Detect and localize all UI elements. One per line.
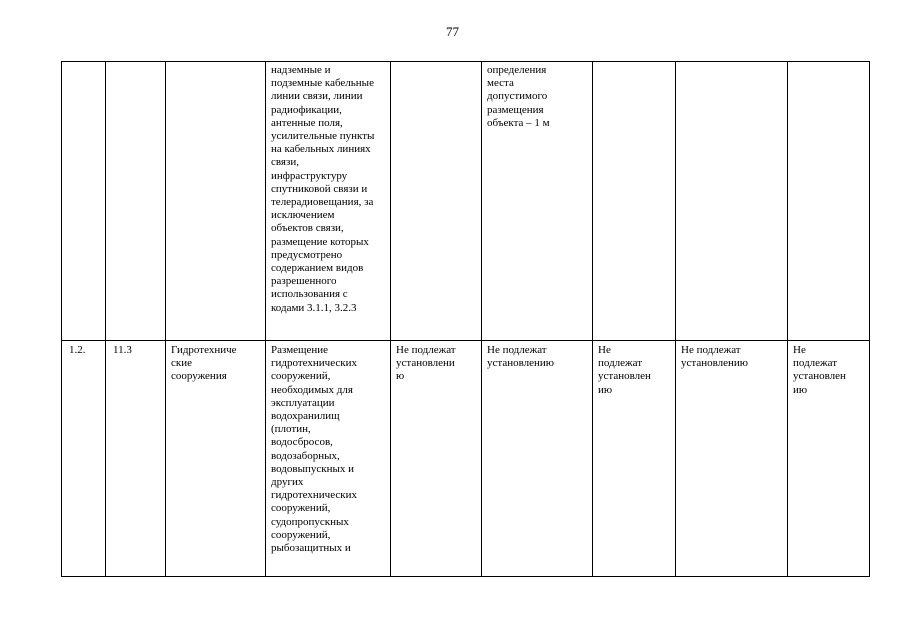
table-cell-description: надземные и подземные кабельные линии связи, линии радиофикации, антенные поля, усилительные пункты на кабельных линиях связи, инфраструктуру спутниковой связи и телерадиовещания, за исключением объектов связи, размещение которых предусмотрено содержанием видов разрешенного использования с кодами 3.1.1, 3.2.3 bbox=[266, 62, 391, 341]
table-row bbox=[62, 341, 870, 577]
table-cell bbox=[166, 62, 266, 341]
table-cell-description: Размещение гидротехнических сооружений, необходимых для эксплуатации водохранилищ (плотин, водосбросов, водозаборных, водовыпускных и других гидротехнических сооружений, судопропускных сооружений, рыбозащитных и bbox=[266, 341, 391, 577]
land-use-table bbox=[61, 61, 870, 577]
table-cell bbox=[676, 62, 788, 341]
table-row bbox=[62, 62, 870, 341]
table-cell-name: Гидротехниче ские сооружения bbox=[166, 341, 266, 577]
table-cell: Не подлежат установлению bbox=[676, 341, 788, 577]
table-cell bbox=[106, 62, 166, 341]
table-cell bbox=[788, 62, 870, 341]
table-cell-code: 11.3 bbox=[106, 341, 166, 577]
table-cell bbox=[391, 62, 482, 341]
table-cell: Не подлежат установлени ю bbox=[391, 341, 482, 577]
table-cell: определения места допустимого размещения объекта – 1 м bbox=[482, 62, 593, 341]
table-cell-number: 1.2. bbox=[62, 341, 106, 577]
table-cell bbox=[593, 62, 676, 341]
table-cell bbox=[62, 62, 106, 341]
table-cell: Не подлежат установлению bbox=[482, 341, 593, 577]
table-cell: Не подлежат установлен ию bbox=[788, 341, 870, 577]
table-cell: Не подлежат установлен ию bbox=[593, 341, 676, 577]
page-number: 77 bbox=[446, 24, 459, 39]
